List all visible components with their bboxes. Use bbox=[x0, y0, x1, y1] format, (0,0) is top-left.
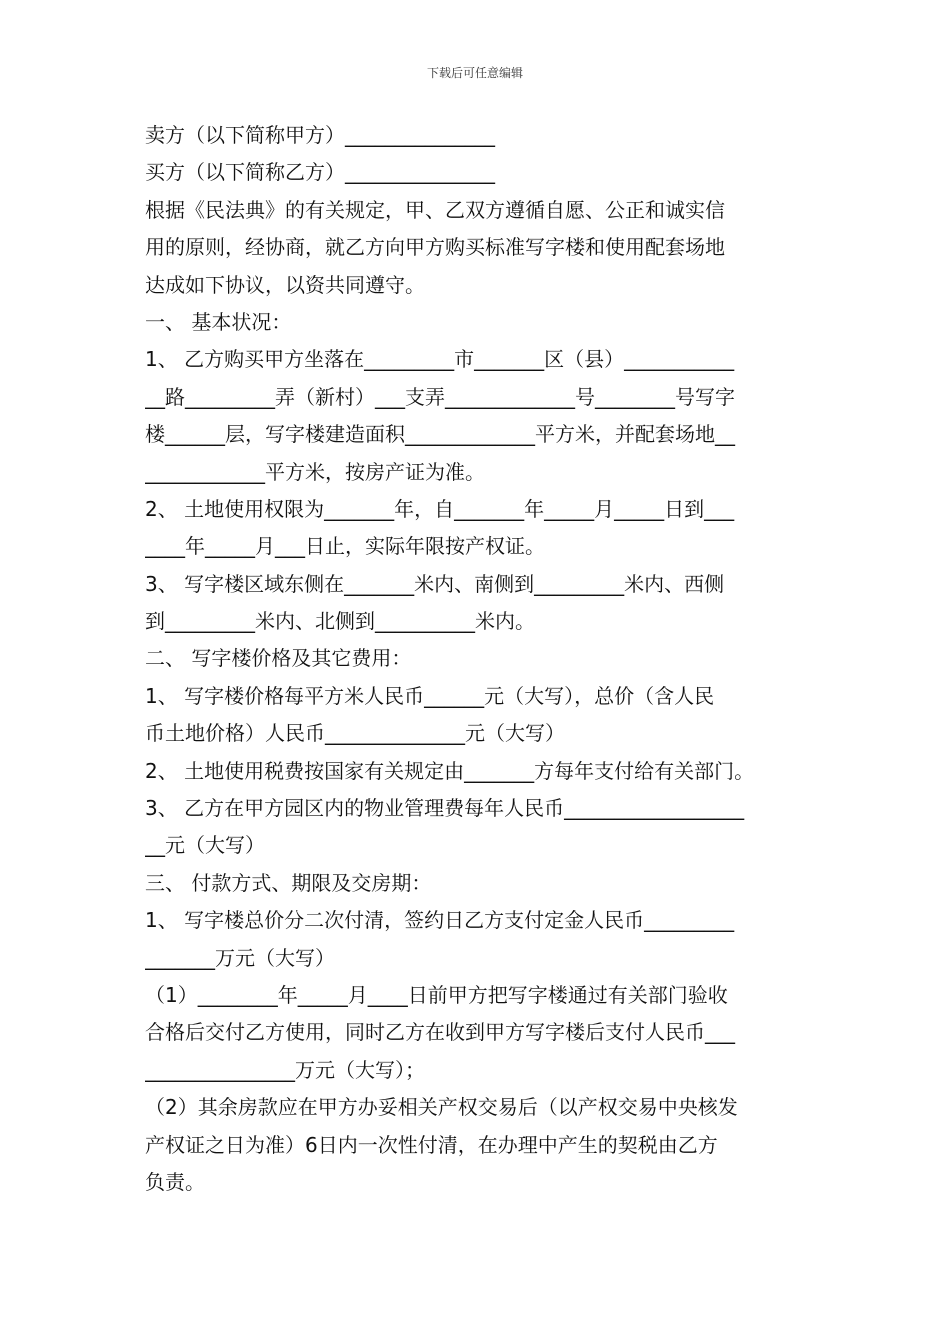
clause-line: 1、 乙方购买甲方坐落在_________市_______区（县）___________ bbox=[145, 347, 735, 372]
clause-line: 2、 土地使用税费按国家有关规定由_______方每年支付给有关部门。 bbox=[145, 758, 755, 783]
clause-line: ____年_____月___日止，实际年限按产权证。 bbox=[145, 534, 545, 559]
clause-line: __元（大写） bbox=[145, 833, 265, 858]
preamble-line: 根据《民法典》的有关规定，甲、乙双方遵循自愿、公正和诚实信 bbox=[145, 197, 725, 222]
clause-line: 产权证之日为准）6日内一次性付清，在办理中产生的契税由乙方 bbox=[145, 1132, 718, 1157]
clause-line: 3、 乙方在甲方园区内的物业管理费每年人民币__________________ bbox=[145, 796, 745, 821]
clause-line: 合格后交付乙方使用，同时乙方在收到甲方写字楼后支付人民币___ bbox=[145, 1020, 735, 1045]
clause-line: _______________万元（大写）； bbox=[145, 1057, 425, 1082]
page-header: 下载后可任意编辑 bbox=[426, 66, 523, 80]
buyer-line: 买方（以下简称乙方）_______________ bbox=[145, 160, 495, 185]
contract-body bbox=[145, 117, 810, 1201]
clause-line: （1）________年_____月____日前甲方把写字楼通过有关部门验收 bbox=[145, 982, 728, 1007]
section-heading: 二、 写字楼价格及其它费用： bbox=[145, 646, 412, 671]
clause-line: （2）其余房款应在甲方办妥相关产权交易后（以产权交易中央核发 bbox=[145, 1095, 738, 1120]
clause-line: __路_________弄（新村）___支弄_____________号________号写字 bbox=[145, 384, 735, 409]
clause-line: 币土地价格）人民币______________元（大写） bbox=[145, 721, 565, 746]
clause-line: ____________平方米，按房产证为准。 bbox=[145, 459, 485, 484]
clause-line: 3、 写字楼区域东侧在_______米内、南侧到_________米内、西侧 bbox=[145, 571, 725, 596]
clause-line: 1、 写字楼价格每平方米人民币______元（大写），总价（含人民 bbox=[145, 683, 715, 708]
clause-line: 负责。 bbox=[145, 1169, 205, 1194]
clause-line: 到_________米内、北侧到__________米内。 bbox=[145, 609, 535, 634]
clause-line: 1、 写字楼总价分二次付清，签约日乙方支付定金人民币_________ bbox=[145, 908, 735, 933]
section-heading: 一、 基本状况： bbox=[145, 309, 292, 334]
clause-line: 楼______层，写字楼建造面积_____________平方米，并配套场地__ bbox=[145, 422, 735, 447]
clause-line: 2、 土地使用权限为_______年，自_______年_____月_____日到___ bbox=[145, 496, 735, 521]
seller-line: 卖方（以下简称甲方）_______________ bbox=[145, 123, 495, 147]
section-heading: 三、 付款方式、期限及交房期： bbox=[145, 870, 432, 895]
preamble-line: 用的原则，经协商，就乙方向甲方购买标准写字楼和使用配套场地 bbox=[145, 235, 725, 260]
preamble-line: 达成如下协议，以资共同遵守。 bbox=[145, 272, 425, 297]
clause-line: _______万元（大写） bbox=[145, 945, 335, 970]
